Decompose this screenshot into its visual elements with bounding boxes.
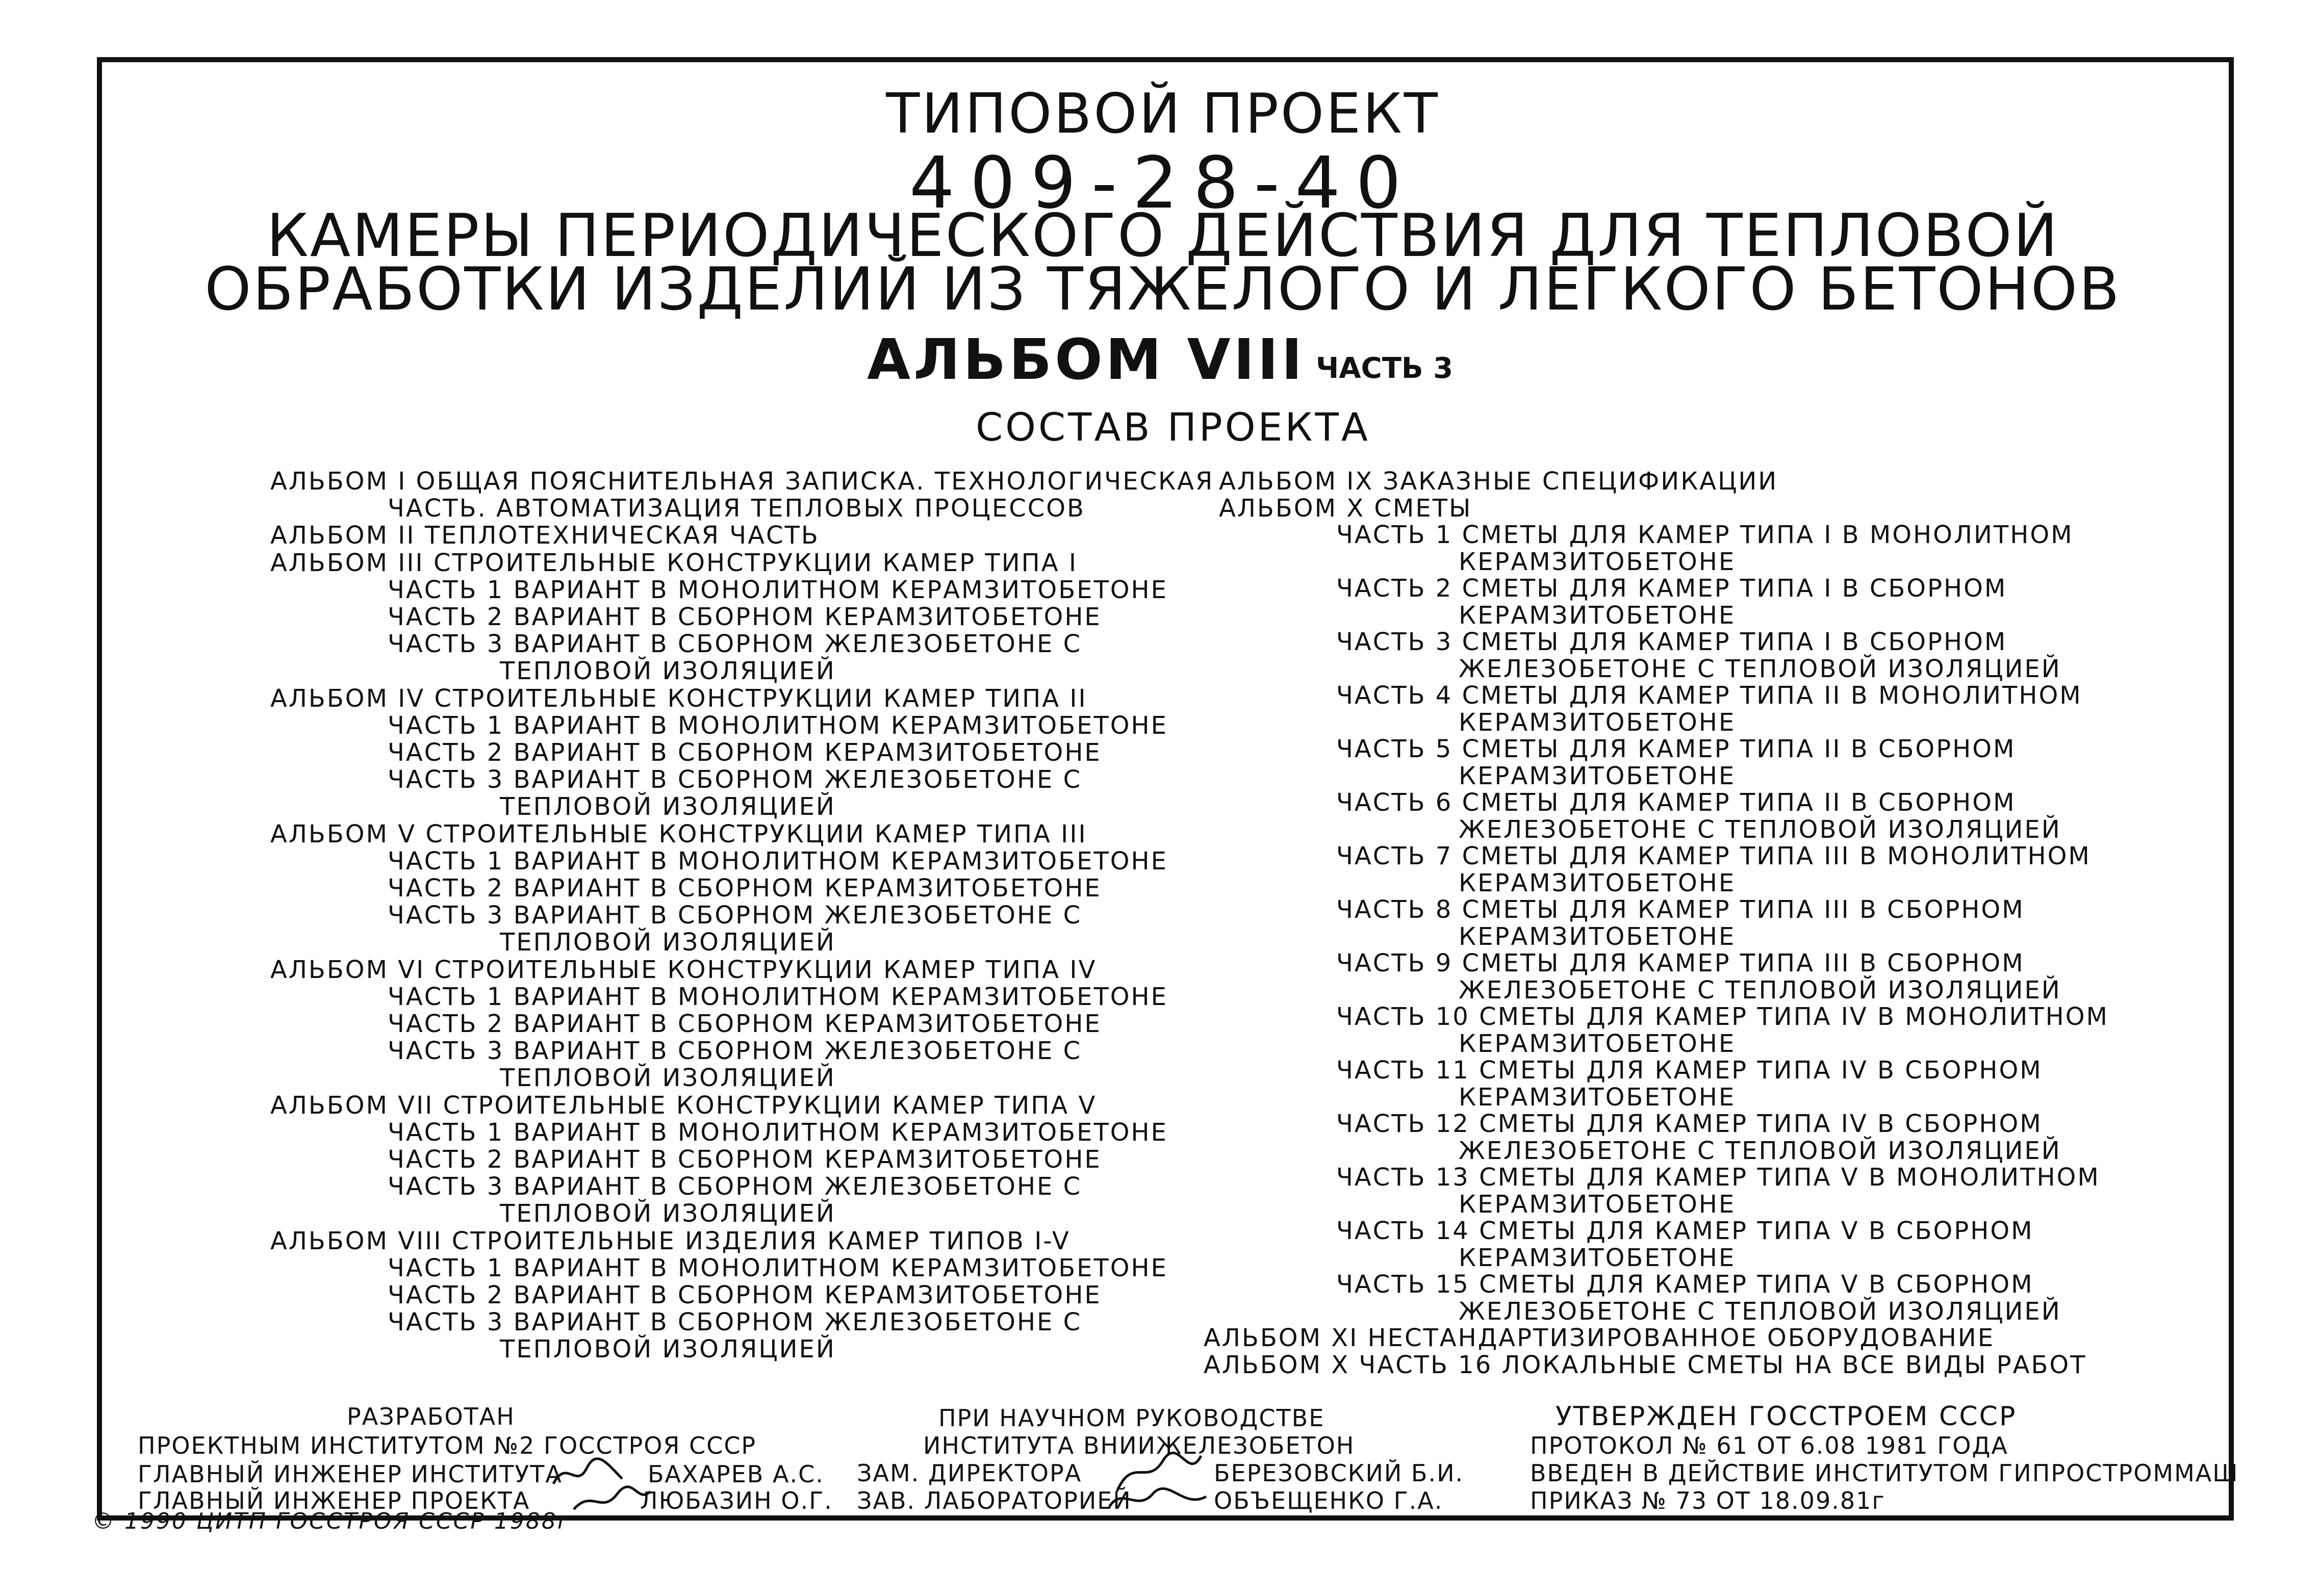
left-list-item: ЧАСТЬ 1 ВАРИАНТ В МОНОЛИТНОМ КЕРАМЗИТОБЕТОНЕ (388, 1118, 1168, 1147)
scientific-guidance-line-2: ИНСТИТУТА ВНИИЖЕЛЕЗОБЕТОН (923, 1432, 1355, 1459)
left-list-item: АЛЬБОМ VII СТРОИТЕЛЬНЫЕ КОНСТРУКЦИИ КАМЕР ТИПА V (270, 1091, 1097, 1120)
left-list-item: ЧАСТЬ 3 ВАРИАНТ В СБОРНОМ ЖЕЛЕЗОБЕТОНЕ С (388, 765, 1082, 794)
right-list-item: ЧАСТЬ 14 СМЕТЫ ДЛЯ КАМЕР ТИПА V В СБОРНОМ (1336, 1217, 2034, 1245)
left-list-item: ЧАСТЬ 2 ВАРИАНТ В СБОРНОМ КЕРАМЗИТОБЕТОНЕ (388, 1010, 1102, 1038)
project-title-line-1: КАМЕРЫ ПЕРИОДИЧЕСКОГО ДЕЙСТВИЯ ДЛЯ ТЕПЛОВОЙ (266, 201, 2059, 270)
right-list-item: ЧАСТЬ 7 СМЕТЫ ДЛЯ КАМЕР ТИПА III В МОНОЛИТНОМ (1336, 842, 2091, 870)
left-list-item: АЛЬБОМ II ТЕПЛОТЕХНИЧЕСКАЯ ЧАСТЬ (270, 521, 820, 550)
lab-head-label: ЗАВ. ЛАБОРАТОРИЕЙ (857, 1487, 1132, 1514)
scientific-guidance-line-1: ПРИ НАУЧНОМ РУКОВОДСТВЕ (938, 1404, 1325, 1432)
document-type: ТИПОВОЙ ПРОЕКТ (886, 82, 1440, 146)
composition-heading: СОСТАВ ПРОЕКТА (976, 404, 1370, 450)
right-list-item: КЕРАМЗИТОБЕТОНЕ (1459, 761, 1736, 790)
chief-engineer-institute-label: ГЛАВНЫЙ ИНЖЕНЕР ИНСТИТУТА (138, 1460, 563, 1488)
left-list-item: ЧАСТЬ 1 ВАРИАНТ В МОНОЛИТНОМ КЕРАМЗИТОБЕТОНЕ (388, 711, 1168, 740)
right-list-item: КЕРАМЗИТОБЕТОНЕ (1459, 1243, 1736, 1272)
left-list-item: АЛЬБОМ VIII СТРОИТЕЛЬНЫЕ ИЗДЕЛИЯ КАМЕР ТИПОВ I-V (270, 1226, 1071, 1255)
right-list-item: ЧАСТЬ 1 СМЕТЫ ДЛЯ КАМЕР ТИПА I В МОНОЛИТНОМ (1336, 521, 2074, 549)
left-list-item: ЧАСТЬ 3 ВАРИАНТ В СБОРНОМ ЖЕЛЕЗОБЕТОНЕ С (388, 1308, 1082, 1337)
right-list-item: КЕРАМЗИТОБЕТОНЕ (1459, 1083, 1736, 1112)
left-list-item: ЧАСТЬ 2 ВАРИАНТ В СБОРНОМ КЕРАМЗИТОБЕТОНЕ (388, 738, 1102, 767)
chief-engineer-project-label: ГЛАВНЫЙ ИНЖЕНЕР ПРОЕКТА (138, 1487, 530, 1514)
left-list-item: ТЕПЛОВОЙ ИЗОЛЯЦИЕЙ (500, 1335, 836, 1364)
right-list-item: ЧАСТЬ 2 СМЕТЫ ДЛЯ КАМЕР ТИПА I В СБОРНОМ (1336, 574, 2007, 603)
right-list-item: ЧАСТЬ 10 СМЕТЫ ДЛЯ КАМЕР ТИПА IV В МОНОЛИТНОМ (1336, 1002, 2109, 1031)
left-list-item: ЧАСТЬ 3 ВАРИАНТ В СБОРНОМ ЖЕЛЕЗОБЕТОНЕ С (388, 1172, 1082, 1201)
right-list-item: КЕРАМЗИТОБЕТОНЕ (1459, 922, 1736, 951)
left-list-item: ТЕПЛОВОЙ ИЗОЛЯЦИЕЙ (500, 928, 836, 957)
right-list-item: КЕРАМЗИТОБЕТОНЕ (1459, 868, 1736, 897)
developed-by: ПРОЕКТНЫМ ИНСТИТУТОМ №2 ГОССТРОЯ СССР (138, 1432, 757, 1459)
left-list-item: ТЕПЛОВОЙ ИЗОЛЯЦИЕЙ (500, 1064, 836, 1093)
left-list-item: ЧАСТЬ 2 ВАРИАНТ В СБОРНОМ КЕРАМЗИТОБЕТОНЕ (388, 603, 1102, 631)
approved-by: УТВЕРЖДЕН ГОССТРОЕМ СССР (1556, 1401, 2017, 1432)
copyright-note: © 1990 ЦИТП ГОССТРОЯ СССР 1988г (92, 1508, 571, 1534)
right-list-item: ЧАСТЬ 4 СМЕТЫ ДЛЯ КАМЕР ТИПА II В МОНОЛИТНОМ (1336, 681, 2082, 710)
right-list-item: ЧАСТЬ 9 СМЕТЫ ДЛЯ КАМЕР ТИПА III В СБОРНОМ (1336, 949, 2025, 977)
left-list-item: ЧАСТЬ 1 ВАРИАНТ В МОНОЛИТНОМ КЕРАМЗИТОБЕТОНЕ (388, 846, 1168, 876)
right-list-item: ЖЕЛЕЗОБЕТОНЕ С ТЕПЛОВОЙ ИЗОЛЯЦИЕЙ (1459, 654, 2061, 683)
album-part: ЧАСТЬ 3 (1316, 352, 1454, 385)
right-list-item: КЕРАМЗИТОБЕТОНЕ (1459, 601, 1736, 630)
right-list-item: ЧАСТЬ 5 СМЕТЫ ДЛЯ КАМЕР ТИПА II В СБОРНОМ (1336, 735, 2016, 763)
right-list-item: АЛЬБОМ X ЧАСТЬ 16 ЛОКАЛЬНЫЕ СМЕТЫ НА ВСЕ ВИДЫ РАБОТ (1204, 1350, 2087, 1379)
introduced-by: ВВЕДЕН В ДЕЙСТВИЕ ИНСТИТУТОМ ГИПРОСТРОММАШ (1530, 1459, 2239, 1487)
right-list-item: ЧАСТЬ 11 СМЕТЫ ДЛЯ КАМЕР ТИПА IV В СБОРНОМ (1336, 1056, 2043, 1085)
order: ПРИКАЗ № 73 ОТ 18.09.81г (1530, 1487, 1885, 1514)
right-list-item: ЖЕЛЕЗОБЕТОНЕ С ТЕПЛОВОЙ ИЗОЛЯЦИЕЙ (1459, 975, 2061, 1005)
chief-engineer-project-name: ЛЮБАЗИН О.Г. (640, 1487, 833, 1514)
right-list-item: ЖЕЛЕЗОБЕТОНЕ С ТЕПЛОВОЙ ИЗОЛЯЦИЕЙ (1459, 815, 2061, 844)
left-list-item: ТЕПЛОВОЙ ИЗОЛЯЦИЕЙ (500, 792, 836, 821)
right-list-item: ЖЕЛЕЗОБЕТОНЕ С ТЕПЛОВОЙ ИЗОЛЯЦИЕЙ (1459, 1297, 2061, 1326)
right-list-item: АЛЬБОМ X СМЕТЫ (1219, 494, 1472, 523)
left-list-item: АЛЬБОМ IV СТРОИТЕЛЬНЫЕ КОНСТРУКЦИИ КАМЕР ТИПА II (270, 684, 1087, 713)
right-list-item: ЧАСТЬ 6 СМЕТЫ ДЛЯ КАМЕР ТИПА II В СБОРНОМ (1336, 788, 2016, 817)
project-number: 409-28-40 (909, 142, 1417, 225)
right-list-item: ЧАСТЬ 8 СМЕТЫ ДЛЯ КАМЕР ТИПА III В СБОРНОМ (1336, 895, 2025, 924)
protocol: ПРОТОКОЛ № 61 ОТ 6.08 1981 ГОДА (1530, 1432, 2008, 1459)
right-list-item: АЛЬБОМ IX ЗАКАЗНЫЕ СПЕЦИФИКАЦИИ (1219, 467, 1778, 496)
left-list-item: ТЕПЛОВОЙ ИЗОЛЯЦИЕЙ (500, 1199, 836, 1228)
right-list-item: ЧАСТЬ 15 СМЕТЫ ДЛЯ КАМЕР ТИПА V В СБОРНОМ (1336, 1270, 2034, 1299)
deputy-director-name: БЕРЕЗОВСКИЙ Б.И. (1214, 1459, 1464, 1487)
left-list-item: ЧАСТЬ 1 ВАРИАНТ В МОНОЛИТНОМ КЕРАМЗИТОБЕТОНЕ (388, 982, 1168, 1011)
project-title-line-2: ОБРАБОТКИ ИЗДЕЛИЙ ИЗ ТЯЖЕЛОГО И ЛЕГКОГО БЕТОНОВ (205, 255, 2121, 324)
right-list-item: ЧАСТЬ 13 СМЕТЫ ДЛЯ КАМЕР ТИПА V В МОНОЛИТНОМ (1336, 1163, 2100, 1192)
signature-lyubazin (571, 1484, 653, 1520)
left-list-item: АЛЬБОМ III СТРОИТЕЛЬНЫЕ КОНСТРУКЦИИ КАМЕР ТИПА I (270, 548, 1078, 577)
right-list-item: АЛЬБОМ XI НЕСТАНДАРТИЗИРОВАННОЕ ОБОРУДОВАНИЕ (1204, 1324, 1995, 1352)
developed-title: РАЗРАБОТАН (347, 1403, 515, 1430)
left-list-item: ЧАСТЬ 2 ВАРИАНТ В СБОРНОМ КЕРАМЗИТОБЕТОНЕ (388, 1281, 1102, 1309)
right-list-item: ЧАСТЬ 3 СМЕТЫ ДЛЯ КАМЕР ТИПА I В СБОРНОМ (1336, 628, 2007, 656)
right-list-item: КЕРАМЗИТОБЕТОНЕ (1459, 1029, 1736, 1058)
right-list-item: ЧАСТЬ 12 СМЕТЫ ДЛЯ КАМЕР ТИПА IV В СБОРНОМ (1336, 1110, 2043, 1138)
right-list-item: КЕРАМЗИТОБЕТОНЕ (1459, 1190, 1736, 1219)
right-list-item: КЕРАМЗИТОБЕТОНЕ (1459, 708, 1736, 737)
lab-head-name: ОБЪЕЩЕНКО Г.А. (1214, 1487, 1443, 1514)
left-list-item: ЧАСТЬ 2 ВАРИАНТ В СБОРНОМ КЕРАМЗИТОБЕТОНЕ (388, 1145, 1102, 1174)
left-list-item: ЧАСТЬ 1 ВАРИАНТ В МОНОЛИТНОМ КЕРАМЗИТОБЕТОНЕ (388, 575, 1168, 604)
left-list-item: АЛЬБОМ I ОБЩАЯ ПОЯСНИТЕЛЬНАЯ ЗАПИСКА. ТЕХНОЛОГИЧЕСКАЯ (270, 467, 1214, 496)
left-list-item: ЧАСТЬ. АВТОМАТИЗАЦИЯ ТЕПЛОВЫХ ПРОЦЕССОВ (388, 494, 1085, 523)
signature-obyeshchenko (1107, 1481, 1209, 1517)
left-list-item: ТЕПЛОВОЙ ИЗОЛЯЦИЕЙ (500, 657, 836, 686)
left-list-item: АЛЬБОМ VI СТРОИТЕЛЬНЫЕ КОНСТРУКЦИИ КАМЕР ТИПА IV (270, 955, 1097, 984)
right-list-item: КЕРАМЗИТОБЕТОНЕ (1459, 547, 1736, 576)
left-list-item: АЛЬБОМ V СТРОИТЕЛЬНЫЕ КОНСТРУКЦИИ КАМЕР ТИПА III (270, 819, 1087, 848)
right-list-item: ЖЕЛЕЗОБЕТОНЕ С ТЕПЛОВОЙ ИЗОЛЯЦИЕЙ (1459, 1136, 2061, 1165)
left-list-item: ЧАСТЬ 3 ВАРИАНТ В СБОРНОМ ЖЕЛЕЗОБЕТОНЕ С (388, 630, 1082, 659)
left-list-item: ЧАСТЬ 3 ВАРИАНТ В СБОРНОМ ЖЕЛЕЗОБЕТОНЕ С (388, 901, 1082, 930)
left-list-item: ЧАСТЬ 3 ВАРИАНТ В СБОРНОМ ЖЕЛЕЗОБЕТОНЕ С (388, 1037, 1082, 1066)
left-list-item: ЧАСТЬ 2 ВАРИАНТ В СБОРНОМ КЕРАМЗИТОБЕТОНЕ (388, 874, 1102, 903)
deputy-director-label: ЗАМ. ДИРЕКТОРА (857, 1459, 1082, 1487)
left-list-item: ЧАСТЬ 1 ВАРИАНТ В МОНОЛИТНОМ КЕРАМЗИТОБЕТОНЕ (388, 1253, 1168, 1282)
album-heading: АЛЬБОМ VIII (867, 327, 1306, 392)
chief-engineer-institute-name: БАХАРЕВ А.С. (648, 1460, 824, 1488)
